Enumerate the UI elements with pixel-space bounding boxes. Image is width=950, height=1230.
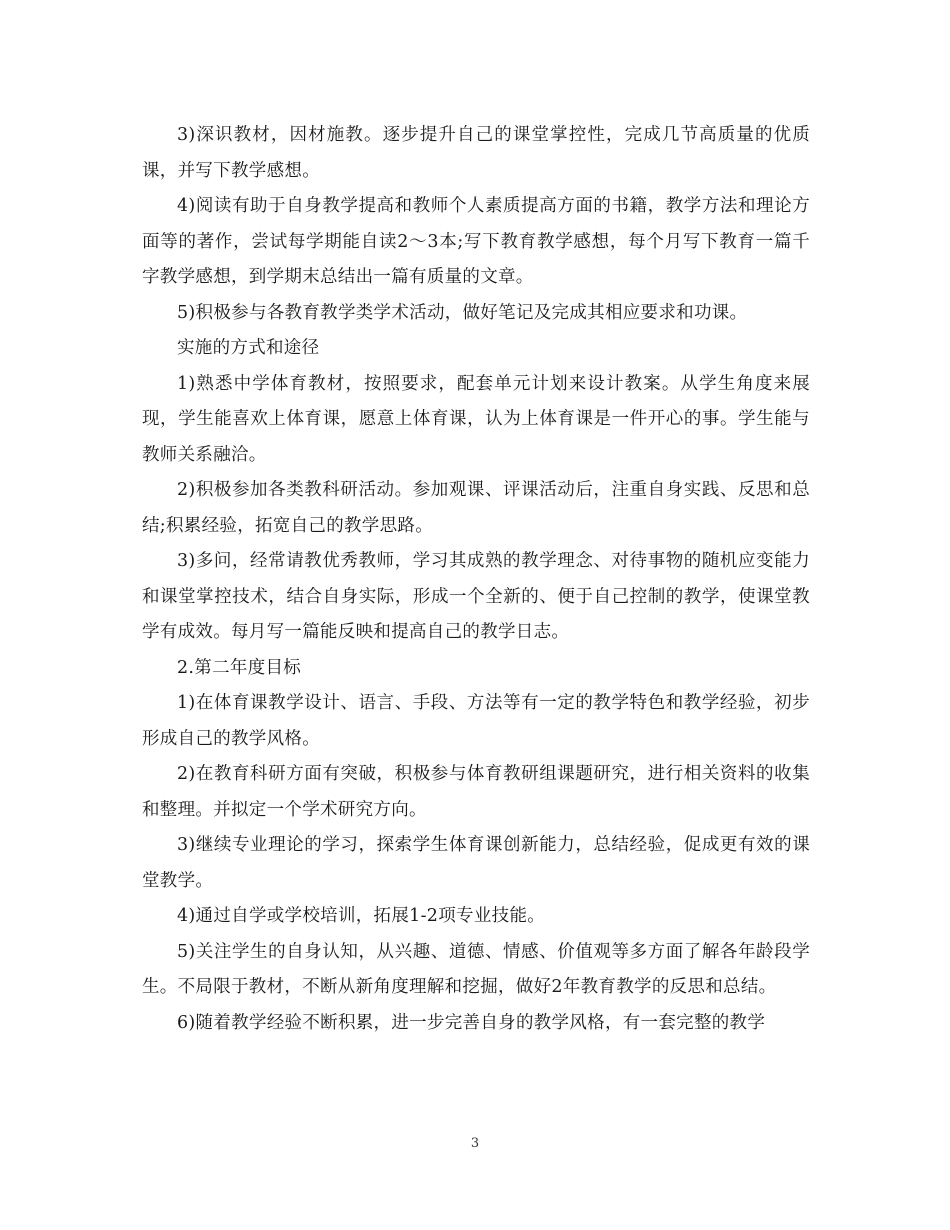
paragraph: 4)通过自学或学校培训，拓展1-2项专业技能。 (177, 906, 546, 926)
paragraph: 6)随着教学经验不断积累，进一步完善自身的教学风格，有一套完整的教学 (177, 1012, 766, 1033)
paragraph: 3)多问，经常请教优秀教师，学习其成熟的教学理念、对待事物的随机应变能力和课堂掌控技术，结合自身实际，形成一个全新的、便于自己控制的教学，使课堂教学有成效。每月写一篇能反映和提高自己的教学日志。 (142, 551, 810, 642)
paragraph: 3)继续专业理论的学习，探索学生体育课创新能力，总结经验，促成更有效的课堂教学。 (142, 835, 810, 891)
section-heading: 2.第二年度目标 (177, 657, 302, 678)
paragraph: 1)在体育课教学设计、语言、手段、方法等有一定的教学特色和教学经验，初步形成自己的教学风格。 (142, 693, 810, 749)
paragraph: 3)深识教材，因材施教。逐步提升自己的课堂掌控性，完成几节高质量的优质课，并写下教学感想。 (142, 125, 810, 181)
section-heading: 实施的方式和途径 (177, 338, 320, 358)
paragraph: 2)在教育科研方面有突破，积极参与体育教研组课题研究，进行相关资料的收集和整理。并拟定一个学术研究方向。 (142, 764, 810, 820)
paragraph: 1)熟悉中学体育教材，按照要求，配套单元计划来设计教案。从学生角度来展现，学生能喜欢上体育课，愿意上体育课，认为上体育课是一件开心的事。学生能与教师关系融洽。 (142, 373, 810, 465)
paragraph: 4)阅读有助于自身教学提高和教师个人素质提高方面的书籍，教学方法和理论方面等的著作，尝试每学期能自读2～3本;写下教育教学感想，每个月写下教育一篇千字教学感想，到学期末总结出一篇有质量的文章。 (142, 196, 810, 287)
paragraph: 5)积极参与各教育教学类学术活动，做好笔记及完成其相应要求和功课。 (177, 302, 748, 323)
document-body (142, 118, 810, 1041)
page-number: 3 (470, 1136, 480, 1151)
paragraph: 5)关注学生的自身认知，从兴趣、道德、情感、价值观等多方面了解各年龄段学生。不局限于教材，不断从新角度理解和挖掘，做好2年教育教学的反思和总结。 (142, 941, 810, 997)
paragraph: 2)积极参加各类教科研活动。参加观课、评课活动后，注重自身实践、反思和总结;积累经验，拓宽自己的教学思路。 (142, 480, 810, 536)
